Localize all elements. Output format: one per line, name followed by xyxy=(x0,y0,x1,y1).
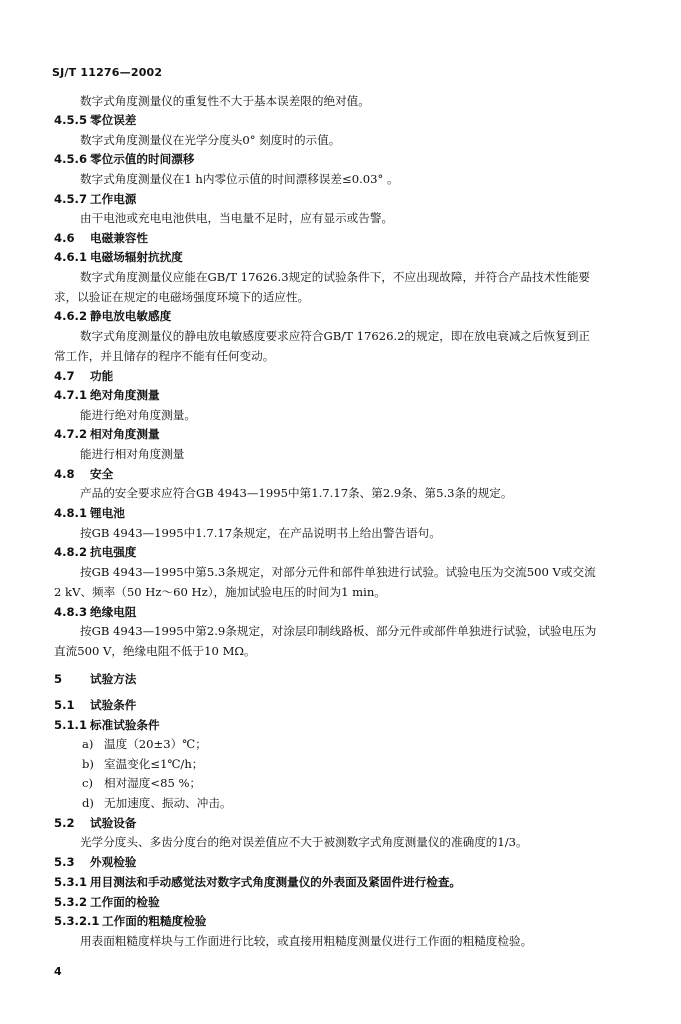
section-number: 5 xyxy=(54,672,63,686)
paragraph-line: 产品的安全要求应符合GB 4943—1995中第1.7.17条、第2.9条、第5.3条的规定。 xyxy=(80,486,513,500)
paragraph-continuation: 求，以验证在规定的电磁场强度环境下的适应性。 xyxy=(54,290,310,304)
section-heading xyxy=(54,250,183,264)
paragraph-line: 按GB 4943—1995中1.7.17条规定，在产品说明书上给出警告语句。 xyxy=(80,526,441,540)
section-number: 4.7 xyxy=(54,369,75,383)
section-heading xyxy=(54,698,136,712)
section-number: 4.6.2 xyxy=(54,309,88,323)
section-title: 试验条件 xyxy=(90,698,137,712)
section-title: 抗电强度 xyxy=(90,545,137,559)
section-heading xyxy=(54,309,171,323)
section-number: 4.7.2 xyxy=(54,427,88,441)
section-number: 4.6.1 xyxy=(54,250,88,264)
section-title: 静电放电敏感度 xyxy=(90,309,172,323)
section-number: 4.6 xyxy=(54,231,75,245)
section-heading xyxy=(54,506,125,520)
section-number: 4.8.1 xyxy=(54,506,88,520)
section-heading xyxy=(54,855,136,869)
paragraph-line: 数字式角度测量仪的重复性不大于基本误差限的绝对值。 xyxy=(80,94,370,108)
section-title: 电磁兼容性 xyxy=(90,231,148,245)
section-title: 相对角度测量 xyxy=(90,427,160,441)
section-heading xyxy=(54,192,136,206)
section-heading xyxy=(54,545,136,559)
paragraph-line: 数字式角度测量仪应能在GB/T 17626.3规定的试验条件下，不应出现故障，并符合产品技术性能要 xyxy=(80,270,591,284)
section-heading xyxy=(54,152,194,166)
paragraph-line: 按GB 4943—1995中第5.3条规定，对部分元件和部件单独进行试验。试验电压为交流500 V或交流 xyxy=(80,565,596,579)
paragraph-line: 数字式角度测量仪的静电放电敏感度要求应符合GB/T 17626.2的规定，即在放电衰减之后恢复到正 xyxy=(80,329,591,343)
section-title: 试验设备 xyxy=(90,816,137,830)
section-heading xyxy=(54,875,461,889)
section-heading xyxy=(54,427,160,441)
list-marker: d) xyxy=(82,796,94,810)
document-header: SJ/T 11276—2002 xyxy=(52,66,163,79)
section-title: 标准试验条件 xyxy=(90,718,160,732)
paragraph-line: 按GB 4943—1995中第2.9条规定，对涂层印制线路板、部分元件或部件单独进行试验，试验电压为 xyxy=(80,624,597,638)
section-title: 绝缘电阻 xyxy=(90,605,137,619)
list-item-text: 温度（20±3）℃； xyxy=(104,737,207,751)
section-number: 4.8.2 xyxy=(54,545,88,559)
section-heading xyxy=(54,718,160,732)
paragraph-continuation: 常工作，并且储存的程序不能有任何变动。 xyxy=(54,349,275,363)
section-heading xyxy=(54,605,136,619)
section-number: 5.3.2 xyxy=(54,895,88,909)
section-title: 功能 xyxy=(90,369,114,383)
section-number: 5.1.1 xyxy=(54,718,88,732)
paragraph-continuation: 直流500 V，绝缘电阻不低于10 MΩ。 xyxy=(54,644,256,658)
section-heading xyxy=(54,369,113,383)
page-number: 4 xyxy=(54,965,62,978)
section-heading xyxy=(54,467,113,481)
section-title: 外观检验 xyxy=(90,855,137,869)
section-number: 5.3.2.1 xyxy=(54,914,100,928)
section-title: 锂电池 xyxy=(90,506,125,520)
section-number: 4.7.1 xyxy=(54,388,88,402)
section-number: 4.5.6 xyxy=(54,152,88,166)
section-heading xyxy=(54,895,160,909)
section-title: 绝对角度测量 xyxy=(90,388,160,402)
list-item-text: 室温变化≤1℃/h； xyxy=(104,757,204,771)
paragraph-continuation: 2 kV、频率（50 Hz～60 Hz），施加试验电压的时间为1 min。 xyxy=(54,585,386,599)
section-number: 4.5.5 xyxy=(54,113,88,127)
list-item xyxy=(82,776,201,790)
list-marker: a) xyxy=(82,737,94,751)
section-number: 5.3.1 xyxy=(54,875,88,889)
list-marker: c) xyxy=(82,776,94,790)
section-number: 5.1 xyxy=(54,698,75,712)
list-item-text: 相对湿度<85 %； xyxy=(104,776,202,790)
paragraph-line: 数字式角度测量仪在1 h内零位示值的时间漂移误差≤0.03° 。 xyxy=(80,172,399,186)
section-title: 零位示值的时间漂移 xyxy=(90,152,195,166)
section-number: 5.2 xyxy=(54,816,75,830)
paragraph-line: 数字式角度测量仪在光学分度头0° 刻度时的示值。 xyxy=(80,133,341,147)
section-heading xyxy=(54,672,136,686)
paragraph-line: 能进行相对角度测量 xyxy=(80,447,185,461)
section-title: 电磁场辐射抗扰度 xyxy=(90,250,183,264)
section-number: 4.8.3 xyxy=(54,605,88,619)
section-title: 安全 xyxy=(90,467,114,481)
section-title: 用目测法和手动感觉法对数字式角度测量仪的外表面及紧固件进行检查。 xyxy=(90,875,462,889)
section-heading xyxy=(54,816,136,830)
section-title: 零位误差 xyxy=(90,113,137,127)
list-marker: b) xyxy=(82,757,94,771)
paragraph-line: 由干电池或充电电池供电，当电量不足时，应有显示或告警。 xyxy=(80,211,394,225)
section-heading xyxy=(54,914,206,928)
section-number: 4.5.7 xyxy=(54,192,88,206)
section-title: 工作面的粗糙度检验 xyxy=(102,914,207,928)
paragraph-line: 能进行绝对角度测量。 xyxy=(80,408,196,422)
list-item xyxy=(82,737,207,751)
section-title: 工作面的检验 xyxy=(90,895,160,909)
section-heading xyxy=(54,231,148,245)
section-title: 试验方法 xyxy=(90,672,137,686)
paragraph-line: 光学分度头、多齿分度台的绝对误差值应不大于被测数字式角度测量仪的准确度的1/3。 xyxy=(80,835,528,849)
section-title: 工作电源 xyxy=(90,192,137,206)
section-heading xyxy=(54,388,160,402)
list-item xyxy=(82,757,203,771)
list-item-text: 无加速度、振动、冲击。 xyxy=(104,796,232,810)
list-item xyxy=(82,796,232,810)
section-heading xyxy=(54,113,136,127)
section-number: 5.3 xyxy=(54,855,75,869)
paragraph-line: 用表面粗糙度样块与工作面进行比较，或直接用粗糙度测量仪进行工作面的粗糙度检验。 xyxy=(80,934,533,948)
section-number: 4.8 xyxy=(54,467,75,481)
